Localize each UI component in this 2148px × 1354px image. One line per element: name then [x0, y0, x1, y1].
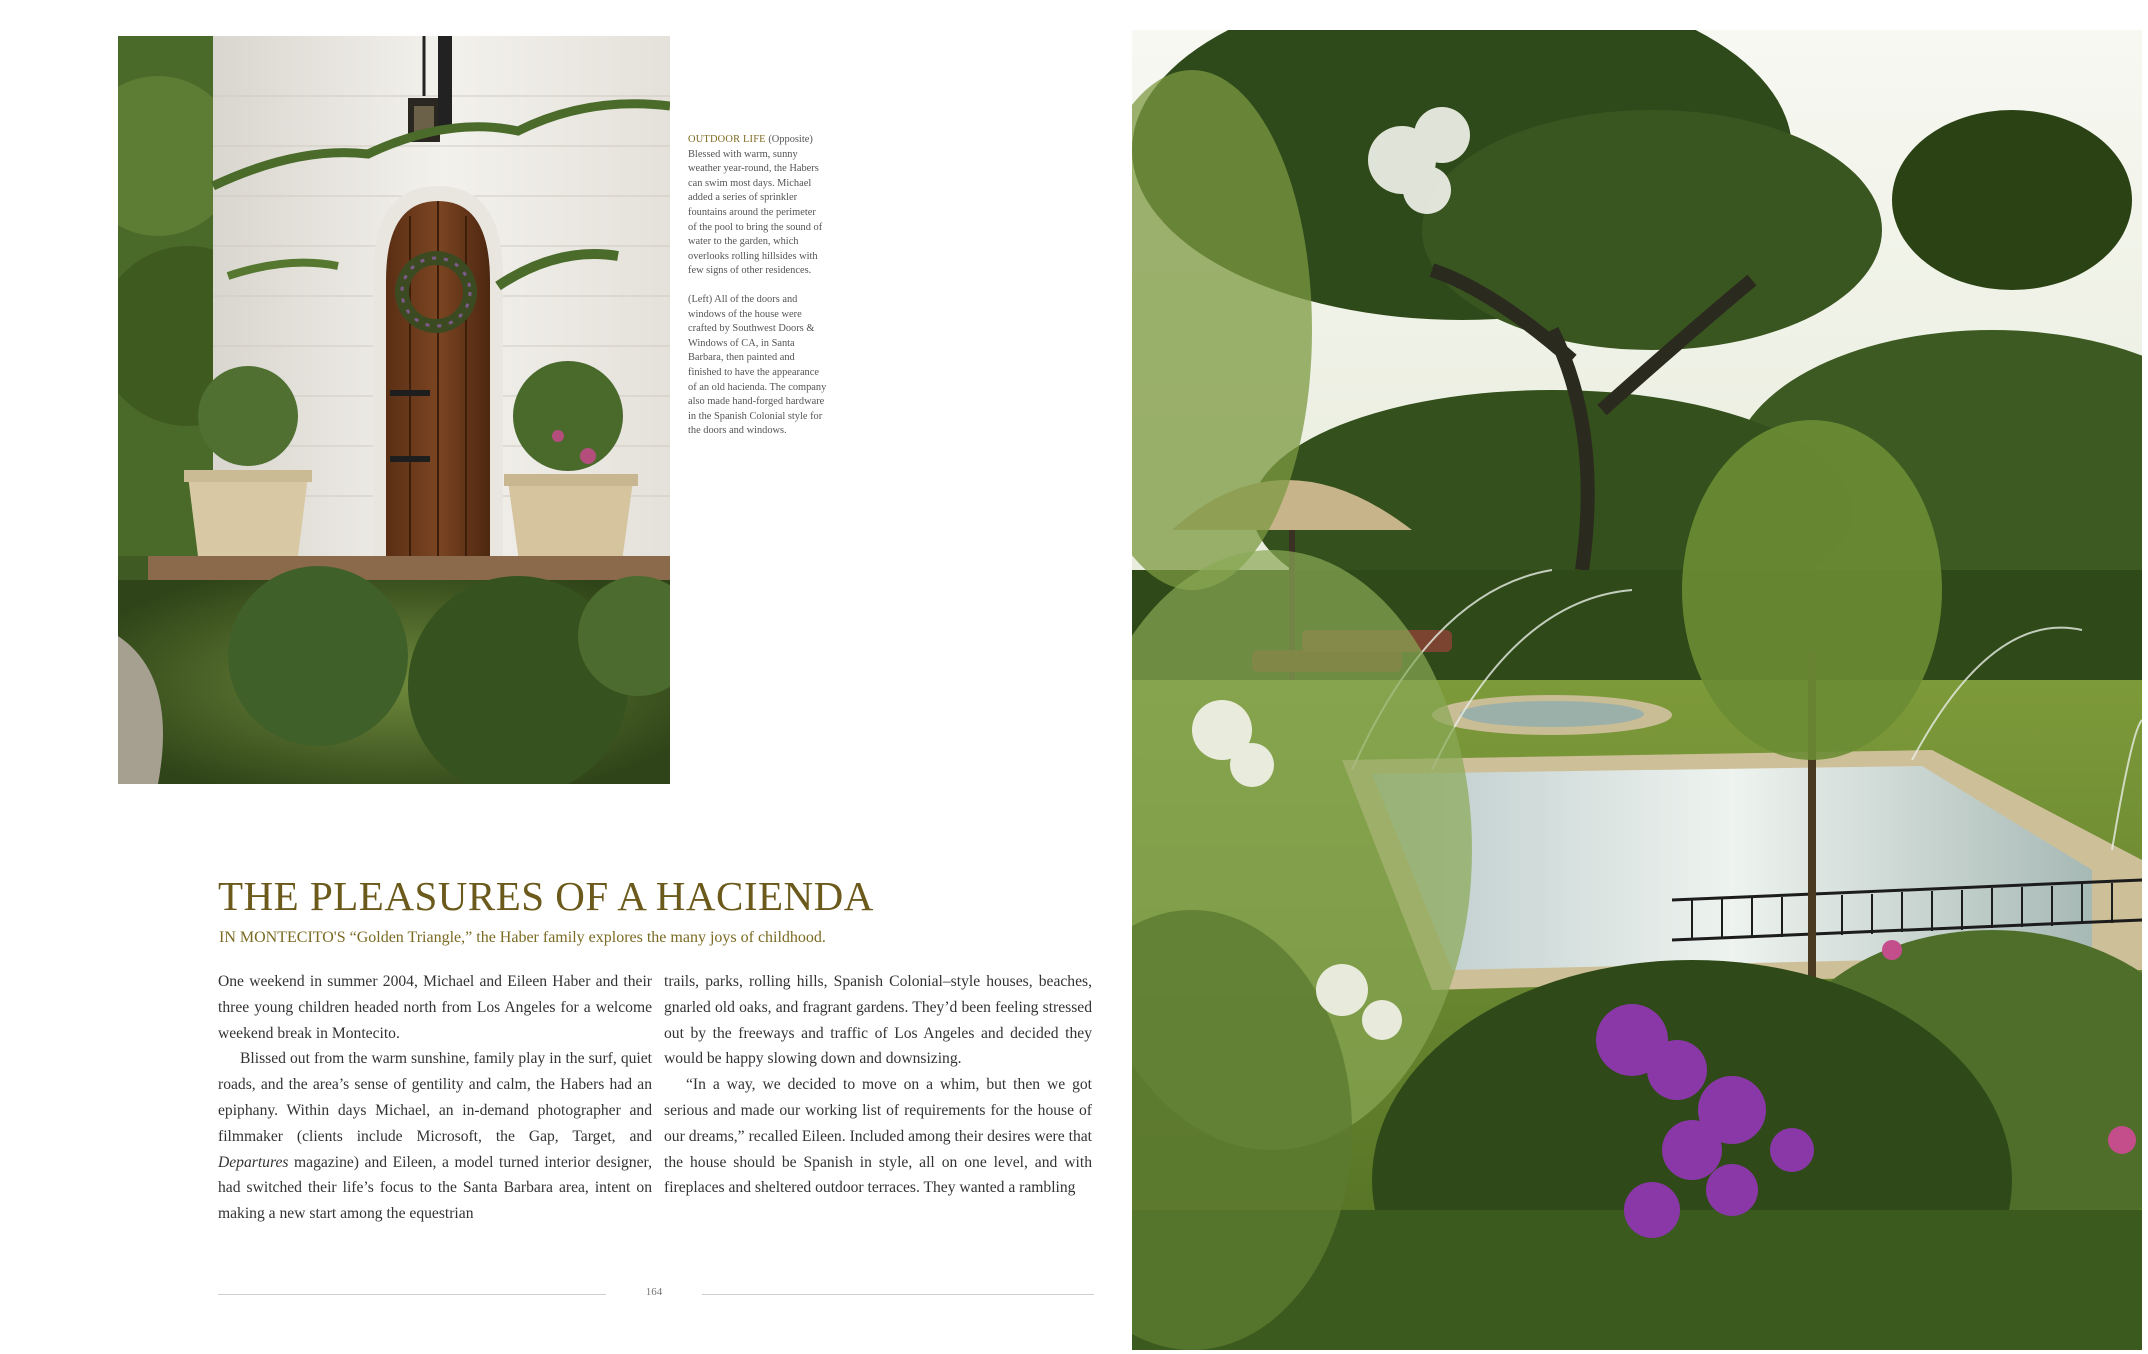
- caption-line: Windows of CA, in Santa: [688, 337, 795, 349]
- body-paragraph: [218, 1046, 652, 1227]
- door-photo: [118, 36, 670, 784]
- body-text: Blissed out from the warm sunshine, family play in the surf, quiet roads, and the area’s sense of gentility and calm, the Habers had an epiphany. Within days Michael, an in-demand photographer and filmmaker (clients include Microsoft, the Gap, Target, and: [218, 1050, 652, 1145]
- caption-ref: (Opposite): [768, 134, 813, 145]
- caption-line: of an old hacienda. The company: [688, 381, 827, 393]
- caption-line: in the Spanish Colonial style for: [688, 410, 823, 422]
- caption-heading: OUTDOOR LIFE: [688, 134, 766, 145]
- article-deck: [219, 928, 1119, 948]
- caption-line: also made hand-forged hardware: [688, 396, 825, 408]
- caption-line: added a series of sprinkler: [688, 192, 798, 204]
- body-column-left: [218, 969, 652, 1227]
- pool-garden-photo: [1132, 30, 2142, 1350]
- body-paragraph: trails, parks, rolling hills, Spanish Colonial–style houses, beaches, gnarled old oaks, and fragrant gardens. They’d been feeling stressed out by the freeways and traffic of Los Angeles and decided they would be happy slowing down and downsizing.: [664, 973, 1092, 1068]
- footer-rule: [218, 1294, 606, 1295]
- caption-line: of the pool to bring the sound of: [688, 221, 823, 233]
- deck-lead: IN MONTECITO'S: [219, 929, 346, 946]
- caption-line: fountains around the perimeter: [688, 206, 816, 218]
- body-paragraph: One weekend in summer 2004, Michael and Eileen Haber and their three young children headed north from Los Angeles for a welcome weekend break in Montecito.: [218, 973, 652, 1042]
- caption-outdoor-life: [688, 133, 866, 279]
- footer-rule: [702, 1294, 1094, 1295]
- caption-line: finished to have the appearance: [688, 366, 819, 378]
- caption-line: few signs of other residences.: [688, 265, 812, 277]
- magazine-name: Departures: [218, 1153, 289, 1171]
- body-column-right: [664, 969, 1092, 1201]
- article-title: THE PLEASURES OF A HACIENDA: [218, 873, 874, 919]
- caption-line: windows of the house were: [688, 308, 802, 320]
- caption-line: overlooks rolling hillsides with: [688, 250, 818, 262]
- photo-caption: [688, 133, 866, 453]
- pool-garden-image: [1132, 30, 2142, 1350]
- caption-line: weather year-round, the Habers: [688, 163, 819, 175]
- caption-line: (Left) All of the doors and: [688, 293, 798, 305]
- body-text: magazine) and Eileen, a model turned interior designer, had switched their life’s focus to the Santa Barbara area, intent on making a new start among the equestrian: [218, 1153, 652, 1223]
- caption-line: Barbara, then painted and: [688, 352, 795, 364]
- deck-rest: “Golden Triangle,” the Haber family explores the many joys of childhood.: [345, 929, 826, 946]
- caption-line: crafted by Southwest Doors &: [688, 323, 815, 335]
- caption-left: [688, 293, 866, 439]
- arched-door-image: [118, 36, 670, 784]
- page-number: 164: [645, 1286, 663, 1298]
- caption-line: the doors and windows.: [688, 425, 787, 437]
- caption-line: water to the garden, which: [688, 236, 799, 248]
- caption-line: Blessed with warm, sunny: [688, 148, 798, 160]
- caption-line: can swim most days. Michael: [688, 177, 812, 189]
- body-paragraph: “In a way, we decided to move on a whim, but then we got serious and made our working list of requirements for the house of our dreams,” recalled Eileen. Included among their desires were that the house should be Spanish in style, all on one level, and with fireplaces and sheltered outdoor terraces. They wanted a rambling: [664, 1076, 1092, 1197]
